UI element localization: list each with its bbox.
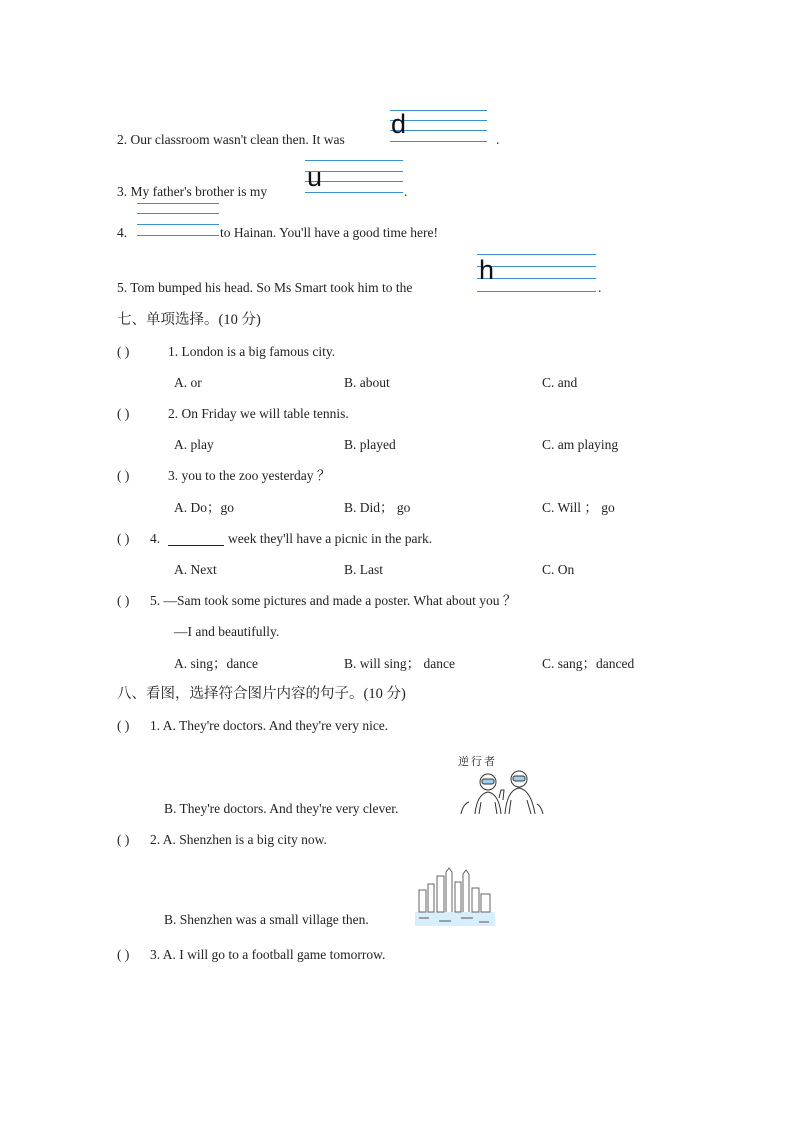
question-number: 4. — [150, 531, 161, 546]
answer-bracket[interactable]: ( ) — [117, 832, 130, 847]
option-c[interactable]: C. On — [542, 562, 575, 577]
question-text: 3. you to the zoo yesterday ？ — [168, 468, 331, 483]
writing-grid-q5[interactable] — [477, 254, 596, 293]
q3-period: . — [404, 184, 408, 199]
q2-period: . — [496, 132, 500, 147]
option-b[interactable]: B. about — [344, 375, 390, 390]
option-b[interactable]: B. Shenzhen was a small village then. — [164, 912, 369, 927]
option-a[interactable]: 2. A. Shenzhen is a big city now. — [150, 832, 327, 847]
answer-bracket[interactable]: ( ) — [117, 531, 130, 546]
option-a[interactable]: A. Next — [174, 562, 217, 577]
option-b[interactable]: B. Last — [344, 562, 383, 577]
answer-bracket[interactable]: ( ) — [117, 344, 130, 359]
answer-bracket[interactable]: ( ) — [117, 718, 130, 733]
writing-grid-q2[interactable] — [390, 110, 487, 144]
q5-prefix: 5. Tom bumped his head. So Ms Smart took him to the — [117, 280, 413, 295]
option-a[interactable]: 3. A. I will go to a football game tomorrow. — [150, 947, 386, 962]
picture-caption: 逆行者 — [458, 755, 497, 768]
hint-letter-d: d — [391, 109, 407, 139]
answer-bracket[interactable]: ( ) — [117, 406, 130, 421]
q3-prefix: 3. My father's brother is my — [117, 184, 268, 199]
answer-bracket[interactable]: ( ) — [117, 593, 130, 608]
option-c[interactable]: C. am playing — [542, 437, 619, 452]
option-c[interactable]: C. sang；danced — [542, 656, 635, 671]
city-skyline-illustration — [415, 866, 495, 926]
option-a[interactable]: A. or — [174, 375, 202, 390]
option-a[interactable]: 1. A. They're doctors. And they're very nice. — [150, 718, 389, 733]
question-text: 2. On Friday we will table tennis. — [168, 406, 349, 421]
hint-letter-h: h — [479, 255, 495, 285]
question-text: 1. London is a big famous city. — [168, 344, 336, 359]
option-b[interactable]: B. Did； go — [344, 500, 411, 515]
section8-title: 八、看图，选择符合图片内容的句子。(10 分) — [117, 686, 406, 702]
option-a[interactable]: A. sing；dance — [174, 656, 258, 671]
option-a[interactable]: A. play — [174, 437, 214, 452]
option-b[interactable]: B. will sing； dance — [344, 656, 455, 671]
answer-bracket[interactable]: ( ) — [117, 947, 130, 962]
writing-grid-q4[interactable] — [137, 203, 219, 236]
q4-number: 4. — [117, 225, 128, 240]
q5-period: . — [598, 280, 602, 295]
writing-grid-q3[interactable] — [305, 160, 403, 194]
option-c[interactable]: C. Will ； go — [542, 500, 615, 515]
section7-title: 七、单项选择。(10 分) — [117, 312, 261, 328]
answer-bracket[interactable]: ( ) — [117, 468, 130, 483]
q4-suffix: to Hainan. You'll have a good time here! — [220, 225, 439, 240]
question-text: 5. —Sam took some pictures and made a poster. What about you ？ — [150, 593, 517, 608]
option-a[interactable]: A. Do；go — [174, 500, 234, 515]
hint-letter-u: u — [307, 162, 323, 192]
option-c[interactable]: C. and — [542, 375, 578, 390]
answer-blank[interactable] — [168, 531, 224, 546]
doctors-illustration — [455, 768, 550, 816]
question-text: week they'll have a picnic in the park. — [228, 531, 433, 546]
q2-prefix: 2. Our classroom wasn't clean then. It was — [117, 132, 345, 147]
option-b[interactable]: B. They're doctors. And they're very clever. — [164, 801, 399, 816]
option-b[interactable]: B. played — [344, 437, 396, 452]
question-text-line2: —I and beautifully. — [174, 624, 280, 639]
